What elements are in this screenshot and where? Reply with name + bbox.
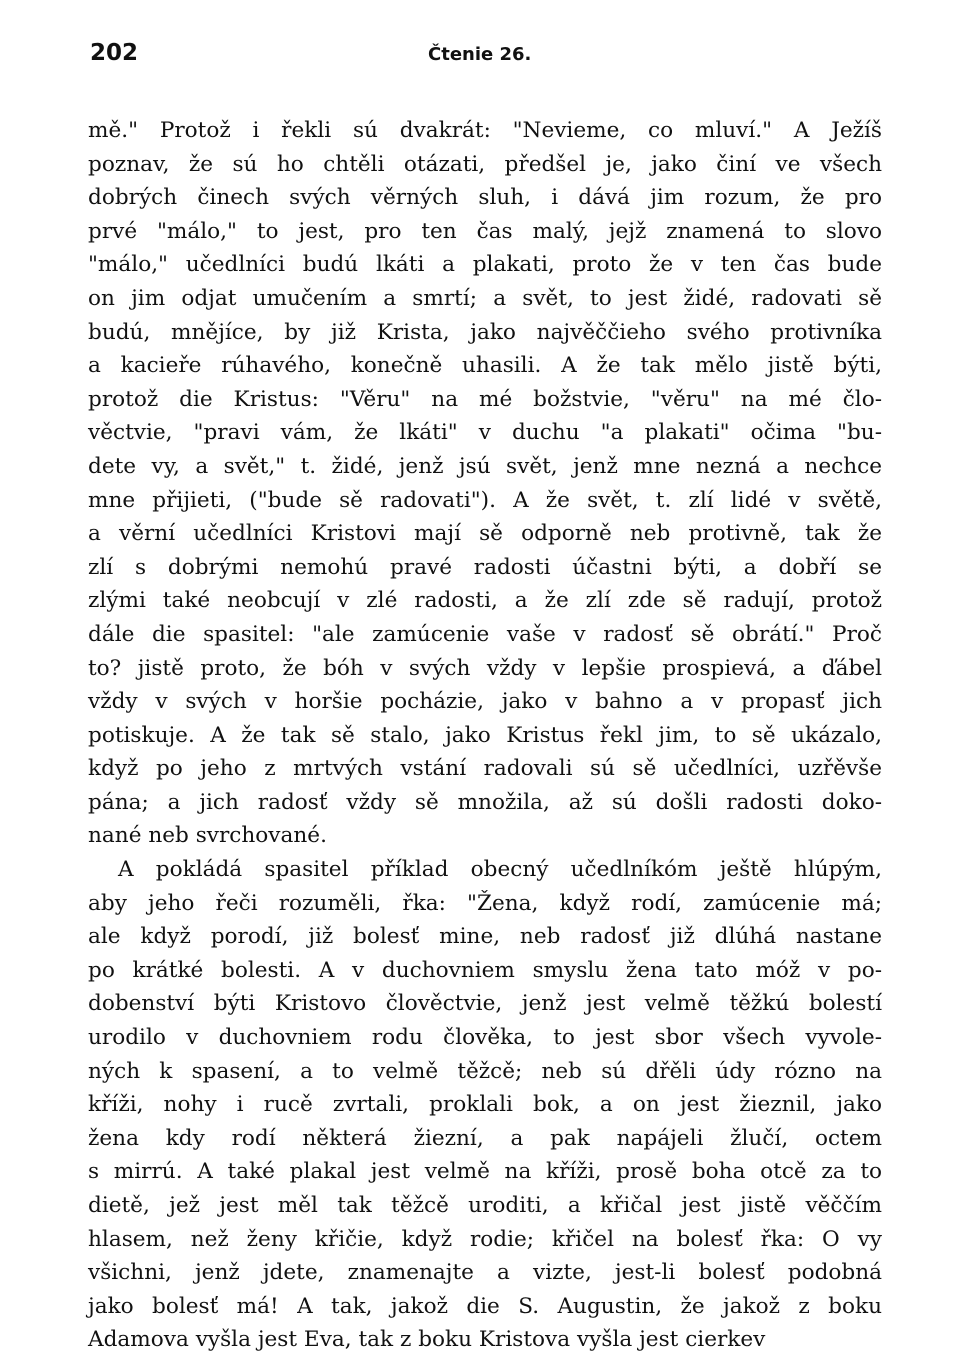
text-line: nané neb svrchované. bbox=[88, 823, 327, 849]
text-line: to? jistě proto, že bóh v svých vždy v lepšie prospievá, a ďábel bbox=[88, 655, 882, 681]
text-line: všichni, jenž jdete, znamenajte a vizte, jest-li bolesť podobná bbox=[88, 1260, 882, 1286]
text-line: ných k spasení, a to velmě těžcě; neb sú dřěli údy rózno na bbox=[88, 1058, 882, 1084]
text-line: urodilo v duchovniem rodu člověka, to jest sbor všech vyvole- bbox=[88, 1025, 882, 1051]
text-line: jako bolesť má! A tak, jakož die S. Augustin, že jakož z boku bbox=[88, 1293, 882, 1319]
text-line: Adamova vyšla jest Eva, tak z boku Kristova vyšla jest cierkev bbox=[88, 1327, 766, 1353]
text-line: mne přijieti, ("bude sě radovati"). A že svět, t. zlí lidé v světě, bbox=[88, 487, 882, 513]
text-line: když po jeho z mrtvých vstání radovali sú sě učedlníci, uzřěvše bbox=[88, 756, 882, 782]
text-body bbox=[88, 114, 882, 1357]
text-line: po krátké bolesti. A v duchovniem smyslu žena tato móž v po- bbox=[88, 957, 882, 983]
text-line: zlými také neobcují v zlé radosti, a že zlí zde sě radují, protož bbox=[88, 588, 882, 614]
text-line: dete vy, a svět," t. židé, jenž jsú svět, jenž mne nezná a nechce bbox=[88, 453, 882, 479]
page-header bbox=[90, 40, 880, 76]
text-line: ale když porodí, již bolesť mine, neb radosť již dlúhá nastane bbox=[88, 924, 882, 950]
text-line: "málo," učedlníci budú lkáti a plakati, proto že v ten čas bude bbox=[88, 252, 882, 278]
text-line: prvé "málo," to jest, pro ten čas malý, jejž znamená to slovo bbox=[88, 218, 882, 244]
page-number: 202 bbox=[90, 40, 139, 66]
text-line: dále die spasitel: "ale zamúcenie vaše v radosť sě obrátí." Proč bbox=[88, 621, 882, 647]
text-line: dobenství býti Kristovo člověctvie, jenž jest velmě těžkú bolestí bbox=[88, 991, 882, 1017]
text-line: věctvie, "pravi vám, že lkáti" v duchu "a plakati" očima "bu- bbox=[88, 420, 882, 446]
text-line: a kacieře rúhavého, konečně uhasili. A že tak mělo jistě býti, bbox=[88, 353, 882, 379]
text-line: pána; a jich radosť vždy sě množila, až sú došli radosti doko- bbox=[88, 789, 882, 815]
paragraph bbox=[88, 853, 882, 1357]
text-line: žena kdy rodí některá žiezní, a pak napájeli žlučí, octem bbox=[88, 1125, 882, 1151]
text-line: poznav, že sú ho chtěli otázati, předšel je, jako činí ve všech bbox=[88, 151, 882, 177]
text-line: kříži, nohy i rucě zvrtali, proklali bok, a on jest žieznil, jako bbox=[88, 1092, 882, 1118]
text-line: on jim odjat umučením a smrtí; a svět, to jest židé, radovati sě bbox=[88, 285, 882, 311]
text-line: hlasem, než ženy křičie, když rodie; křičel na bolesť řka: O vy bbox=[88, 1226, 882, 1252]
text-line: s mirrú. A také plakal jest velmě na kříži, prosě boha otcě za to bbox=[88, 1159, 882, 1185]
text-line: A pokládá spasitel příklad obecný učedlníkóm ještě hlúpým, bbox=[118, 857, 882, 883]
text-line: mě." Protož i řekli sú dvakrát: "Nevieme, co mluví." A Ježíš bbox=[88, 118, 882, 143]
running-title: Čtenie 26. bbox=[428, 44, 532, 65]
text-line: a věrní učedlníci Kristovi mají sě odporně neb protivně, tak že bbox=[88, 521, 882, 547]
text-line: aby jeho řeči rozuměli, řka: "Žena, když rodí, zamúcenie má; bbox=[88, 890, 882, 916]
text-line: dobrých činech svých věrných sluh, i dává jim rozum, že pro bbox=[88, 185, 882, 211]
text-line: budú, mnějíce, by již Krista, jako najvěččieho svého protivníka bbox=[88, 319, 882, 345]
text-line: potiskuje. A že tak sě stalo, jako Kristus řekl jim, to sě ukázalo, bbox=[88, 722, 882, 748]
text-line: dietě, jež jest měl tak těžcě uroditi, a křičal jest jistě věččím bbox=[88, 1193, 882, 1218]
text-line: vždy v svých v horšie pocházie, jako v bahno a v propasť jich bbox=[88, 689, 882, 715]
text-line: zlí s dobrými nemohú pravé radosti účastni býti, a dobří se bbox=[88, 554, 882, 580]
text-line: protož die Kristus: "Věru" na mé božstvie, "věru" na mé člo- bbox=[88, 386, 882, 412]
paragraph bbox=[88, 114, 882, 853]
